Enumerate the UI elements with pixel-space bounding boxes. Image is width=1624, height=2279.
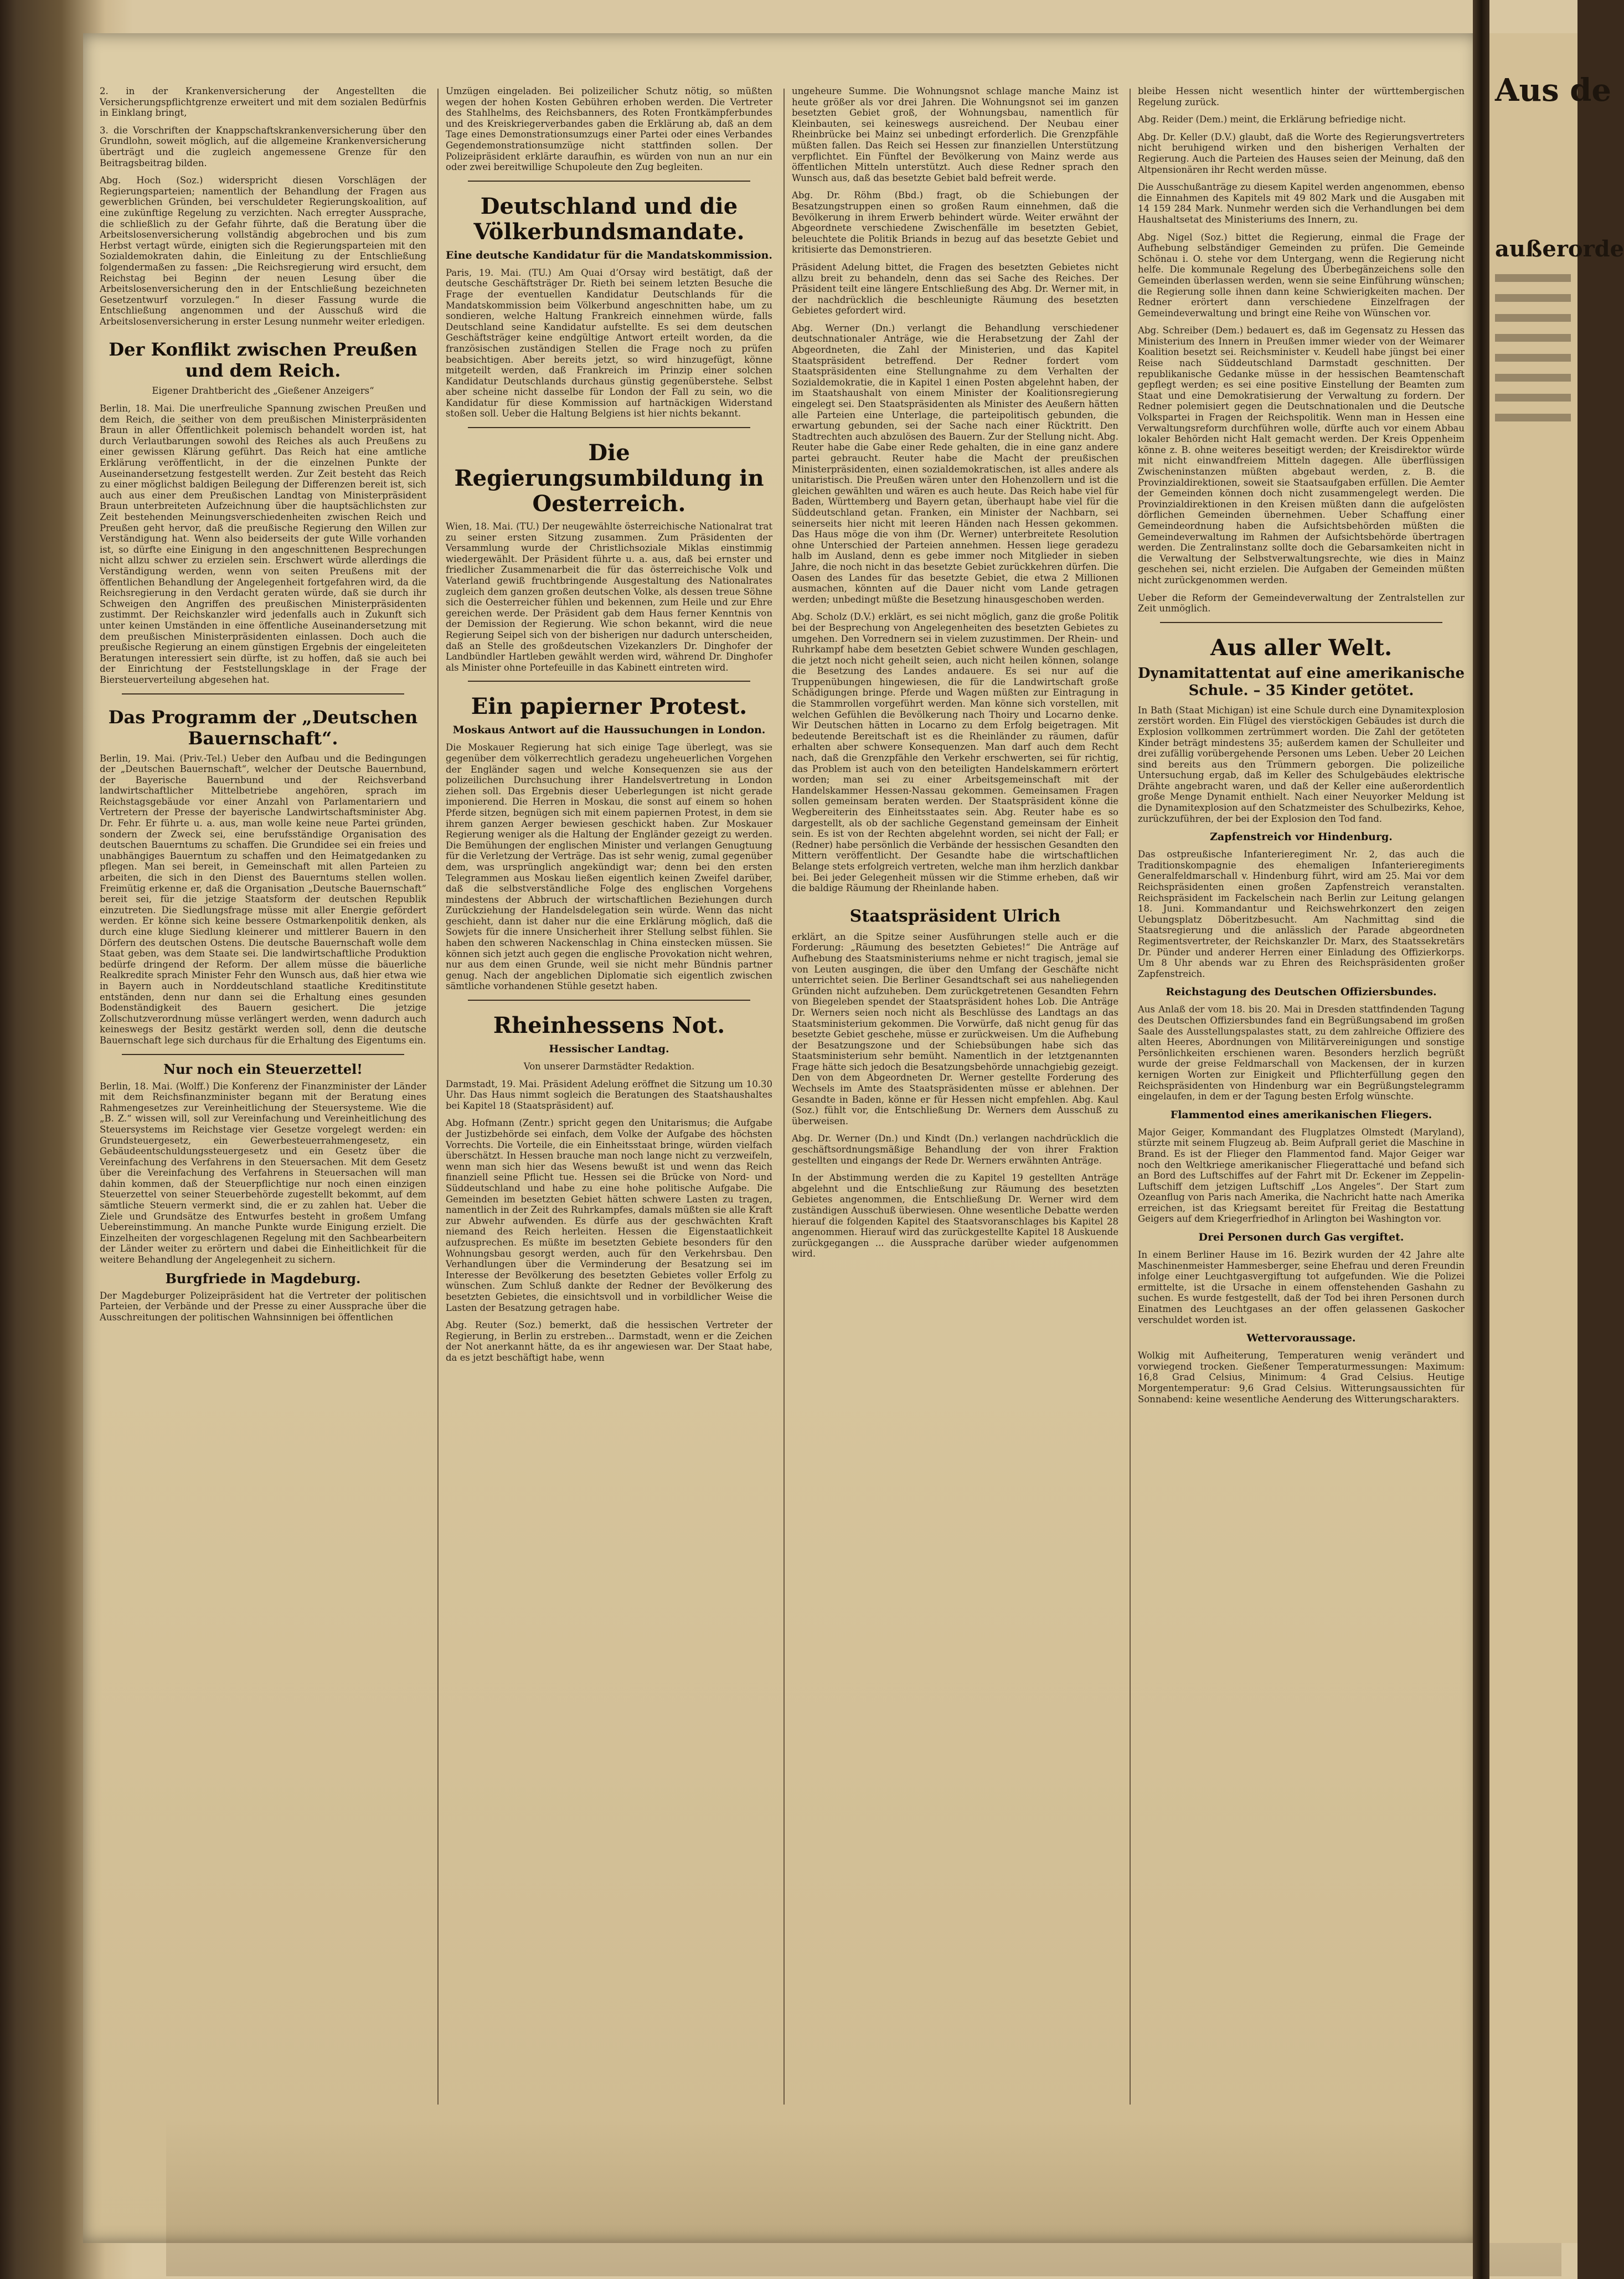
col2-paragraph: Abg. Hofmann (Zentr.) spricht gegen den Unitarismus; die Aufgabe der Justizbehörde sei einfach, dem Volke der Aufgabe des höchsten Vorrechts. Die Vorteile, die ein Einheitsstaat bringe, würden vielfach überschätzt. In Hessen brauche man noch lange nicht zu verzweifeln, wenn man sich hier das Wesens bewußt ist und wenn das Reich finanziell seine Pflicht tue. Hessen sei die Brücke von Nord- und Süddeutschland und habe zu eine hohe politische Aufgabe. Die Gemeinden im besetzten Gebiet hätten schwere Lasten zu tragen, namentlich in der Zeit des Ruhrkampfes, damals müßten sie alle Kraft zur Abwehr aufwenden. Es dürfe aus der geschwächten Kraft niemand des Reich herleiten. Hessen die Eigenstaatlichkeit aufzusprechen. Es müßte im besetzten Gebiete besonders für den Wohnungsbau gesorgt werden, auch für den Verkehrsbau. Den Verhandlungen über die Verminderung der Besatzung sei im Interesse der Bevölkerung des besetzten Gebietes voller Erfolg zu wünschen. Zum Schluß dankte der Redner der Bevölkerung des besetzten Gebietes, die einsichtsvoll und in vorbildlicher Weise die Lasten der Besatzung getragen habe. xyxy=(446,1118,772,1313)
headline-aus-aller-welt: Aus aller Welt. xyxy=(1210,634,1393,661)
subheadline-landtag: Hessischer Landtag. xyxy=(549,1043,669,1056)
adjacent-subheadline: außerorde xyxy=(1495,236,1624,262)
divider xyxy=(468,427,750,428)
col1-paragraph: Berlin, 19. Mai. (Priv.-Tel.) Ueber den Aufbau und die Bedingungen der „Deutschen Bauernschaft“, welcher der Deutsche Bauernbund, der Bayerische Bauernbund und der Reichsverband landwirtschaftlicher Mittelbetriebe angehören, sprach im Reichstagsgebäude vor einer Anzahl von Parlamentariern und Vertretern der Presse der bayerische Landwirtschaftsminister Abg. Dr. Fehr. Er führte u. a. aus, man wolle keine neue Partei gründen, sondern der Zweck sei, eine berufsständige Organisation des deutschen Bauerntums zu schaffen. Die Grundidee sei ein freies und unabhängiges Bauerntum zu schaffen und den Heimatgedanken zu pflegen. Man sei bereit, in Gemeinschaft mit allen Parteien zu arbeiten, die sich in den Dienst des Bauerntums stellen wollen. Freimütig erkenne er, daß die Organisation „Deutsche Bauernschaft“ bereit sei, für die jetzige Staatsform der deutschen Republik einzutreten. Die Siedlungsfrage müsse mit aller Energie gefördert werden. Er könne sich keine bessere Ostmarkenpolitik denken, als durch eine kluge Siedlung kleinerer und mittlerer Bauern in den Dörfern des deutschen Ostens. Die deutsche Bauernschaft wolle dem Staat geben, was dem Staate sei. Die landwirtschaftliche Produktion bedürfe dringend der Reform. Der allem müsse die bäuerliche Realkredite sprach Minister Fehr den Wunsch aus, daß hier etwa wie in Bayern auch in Norddeutschland staatliche Kreditinstitute entständen, denn nur dann sei die Erhaltung eines gesunden Bodenständigkeit des Bauern gesichert. Die jetzige Zollschutzverordnung müsse verlängert werden, wenn dadurch auch keineswegs der Besitz gestärkt werden soll, denn die deutsche Bauernschaft lege sich durchaus für die Erhaltung des Eigentums ein. xyxy=(100,753,426,1046)
col4-paragraph: Das ostpreußische Infanterieregiment Nr. 2, das auch die Traditionskompagnie des ehemaligen Infanterieregiments Generalfeldmarschall v. Hindenburg führt, wird am 25. Mai vor dem Reichspräsidenten einen großen Zapfenstreich veranstalten. Reichspräsident im Fackelschein nach Berlin zur Leitung gelangen 18. Juni. Kommandantur und Reichswehrkonzert den zeigen Uebungsplatz Döberitzbesucht. Am Nachmittag sind die Staatsregierung und die anlässlich der Parade abgeordneten Regimentsvertreter, der Reichskanzler Dr. Marx, des Staatssekretärs Dr. Pünder und anderer Herren einer Einladung des Offizierkorps. Um 8 Uhr abends war zu Ehren des Reichspräsidenten großer Zapfenstreich. xyxy=(1138,849,1465,979)
adjacent-text-line xyxy=(1495,354,1571,362)
column-rule xyxy=(1130,89,1131,2105)
book-gutter xyxy=(1473,0,1489,2279)
col4-paragraph: Aus Anlaß der vom 18. bis 20. Mai in Dresden stattfindenden Tagung des Deutschen Offiziersbundes fand ein Begrüßungsabend im großen Saale des Ausstellungspalastes statt, zu dem zahlreiche Offiziere des alten Heeres, Abordnungen von Militärvereinigungen und sonstige Persönlichkeiten erschienen waren. Besonders herzlich begrüßt wurde der greise Feldmarschall von Mackensen, der in kurzen kernigen Worten zur Einigkeit und Pflichterfüllung gegen den Reichspräsidenten von Hindenburg war ein Begrüßungstelegramm eingelaufen, in dem er der Tagung besten Erfolg wünschte. xyxy=(1138,1004,1465,1102)
headline-voelkerbund: Deutschland und die Völkerbundsmandate. xyxy=(473,193,745,245)
column-rule xyxy=(783,89,785,2105)
col4-paragraph: Ueber die Reform der Gemeindeverwaltung der Zentralstellen zur Zeit unmöglich. xyxy=(1138,592,1465,614)
column-1 xyxy=(100,86,426,2107)
adjacent-text-line xyxy=(1495,334,1571,342)
headline-steuerzettel: Nur noch ein Steuerzettel! xyxy=(163,1061,363,1077)
subheadline-zapfenstreich: Zapfenstreich vor Hindenburg. xyxy=(1210,831,1393,843)
col3-paragraph: Abg. Scholz (D.V.) erklärt, es sei nicht möglich, ganz die große Politik bei der Besprechung von Angelegenheiten des besetzten Gebietes zu umgehen. Den Vorrednern sei in vielem zuzustimmen. Der Rhein- und Ruhrkampf habe dem besetzten Gebiet schwere Wunden geschlagen, die jetzt noch nicht geheilt seien, auch nicht heilen können, solange die Besetzung des Landes andauere. Es sei nur auf die Truppenübungen hingewiesen, die für die Landwirtschaft große Schädigungen bringe. Pferde und Wagen müßten zur Eintragung in die Stammrollen vorgeführt werden. Man könne sich vorstellen, mit welchen Gefühlen die Bevölkerung nach Thoiry und Locarno denke. Wir Deutschen hätten in Locarno zu dem Erfolg beigetragen. Mit bedeutende Bereitschaft ist es die Rheinländer zu räumen, dafür erhalten aber schwere Konsequenzen. Man darf auch dem Recht nach, daß die Grenzpfähle den Verkehr erschwerten, sei für richtig, das Problem ist auch von den beteiligten Handelskammern erörtert worden; man sei zu einer Arbeitsgemeinschaft mit der Handelskammer Hessen-Nassau gekommen. Gemeinsamen Fragen sollen gemeinsam beraten werden. Der Staatspräsident könne die Wegbereiterin des Einheitsstaates sein. Abg. Reuter habe es so dargestellt, als ob der sachliche Gegenstand gemeinsam der Einheit sein. Es ist von der Rechten abgelehnt worden, sei nicht der Fall; er (Redner) habe persönlich die Verbände der hessischen Gesandten den Mittern veröffentlicht. Der Gesandte habe die wirtschaftlichen Belange stets erfolgreich vertreten, welche man ihm herzlich dankbar bei. Bei jeder Gelegenheit müssen wir die Stimme erheben, daß wir die baldige Räumung der Rheinlande haben. xyxy=(792,611,1118,894)
col3-paragraph: Präsident Adelung bittet, die Fragen des besetzten Gebietes nicht allzu breit zu behandeln, denn das sei Sache des Reiches. Der Präsident teilt eine längere Entschließung des Abg. Dr. Werner mit, in der nachdrücklich die beschleunigte Räumung des besetzten Gebietes gefordert wird. xyxy=(792,261,1118,316)
col4-paragraph: Abg. Nigel (Soz.) bittet die Regierung, einmal die Frage der Aufhebung selbständiger Gemeinden zu prüfen. Die Gemeinde Schönau i. O. stehe vor dem Untergang, wenn die Regierung nicht helfe. Die kommunale Regelung des Überbegänzeichens solle den Gemeinden überlassen werden, wenn sie seine Einführung wünschen; die Regierung solle ihnen dann keine Schwierigkeiten machen. Der Redner erörtert dann verschiedene Einzelfragen der Gemeindeverwaltung und bringt eine Reihe von Wünschen vor. xyxy=(1138,231,1465,318)
headline-konflikt: Der Konflikt zwischen Preußen und dem Reich. xyxy=(109,339,417,382)
column-2 xyxy=(446,86,772,2107)
col1-paragraph: Berlin, 18. Mai. Die unerfreuliche Spannung zwischen Preußen und dem Reich, die seither von dem preußischen Ministerpräsidenten Braun in aller Öffentlichkeit polemisch behandelt worden ist, hat durch Verlautbarungen sowohl des Reiches als auch Preußens zu einer gewissen Klärung geführt. Das Reich hat eine amtliche Erklärung veröffentlicht, in der die einzelnen Punkte der Auseinandersetzung festgestellt werden. Zur Zeit besteht das Reich zu einer möglichst baldigen Beilegung der Differenzen bereit ist, sich auch aus einer dem Preußischen Landtag von Ministerpräsident Braun unterbreiteten Aufzeichnung über die hauptsächlichsten zur Zeit bestehenden Meinungsverschiedenheiten zwischen Reich und Preußen geht hervor, daß die preußische Regierung den Willen zur Verständigung hat. Wenn also beiderseits der gute Wille vorhanden ist, so dürfte eine Einigung in den angeschnittenen Besprechungen nicht allzu schwer zu erzielen sein. Erschwert würde allerdings die Verständigung werden, wenn von seiten Preußens mit der öffentlichen Behandlung der Angelegenheit fortgefahren wird, da die Reichsregierung in den Verdacht geraten würde, daß sie durch ihr Schweigen den Angriffen des preußischen Ministerpräsidenten zustimmt. Der Reichskanzler wird jedenfalls auch in Zukunft sich unter keinen Umständen in eine öffentliche Auseinandersetzung mit dem preußischen Ministerpräsidenten einlassen. Doch auch die preußische Regierung an einem günstigen Ergebnis der eingeleiteten Beratungen interessiert sein dürfte, ist zu hoffen, daß sie auch bei der Einrichtung der Feststellungsklage in der Frage der Biersteuerverteilung abgesehen hat. xyxy=(100,403,426,685)
divider xyxy=(468,181,750,182)
col1-paragraph: Berlin, 18. Mai. (Wolff.) Die Konferenz der Finanzminister der Länder mit dem Reichsfinanzminister begann mit der Beratung eines Rahmengesetzes zur Vereinheitlichung der Steuersysteme. Wie die „B. Z.“ wissen will, soll zur Vereinfachung und Vereinheitlichung des Steuersystems im Reichstage vier Gesetze vorgelegt werden: ein Grundsteuergesetz, ein Gewerbesteuerrahmengesetz, ein Gebäudeentschuldungssteuergesetz und ein Gesetz über die Vereinfachung des Verfahrens in den Steuersachen. Mit dem Gesetz über die Vereinfachung des Verfahrens in Steuersachen will man dahin kommen, daß der Steuerpflichtige nur noch einen einzigen Steuerzettel von seiner Steuerbehörde zugestellt bekommt, auf dem sämtliche Steuern vermerkt sind, die er zu zahlen hat. Ueber die Ziele und Grundsätze des Entwurfes besteht in großem Umfang Uebereinstimmung. An manche Punkte wurde Einigung erzielt. Die Einzelheiten der vorgeschlagenen Regelung mit den Sachbearbeitern der Länder weiter zu erörtern und dabei die Einheitlichkeit für die weitere Behandlung der Angelegenheit zu sichern. xyxy=(100,1081,426,1265)
byline: Von unserer Darmstädter Redaktion. xyxy=(523,1061,695,1072)
col3-paragraph: ungeheure Summe. Die Wohnungsnot schlage manche Mainz ist heute größer als vor drei Jahren. Die Wohnungsnot sei im ganzen besetzten Gebiet groß, der Wohnungsbau, namentlich für Kleinbauten, sei keineswegs ausreichend. Der Neubau einer Rheinbrücke bei Mainz sei unbedingt erforderlich. Die Grenzpfähle müßten fallen. Das Reich sei Hessen zur finanziellen Unterstützung verpflichtet. Ein Fünftel der Bevölkerung von Mainz werde aus öffentlichen Mitteln unterstützt. Auch diese Redner sprach den Wunsch aus, daß das besetzte Gebiet bald befreit werde. xyxy=(792,86,1118,183)
col4-paragraph: In Bath (Staat Michigan) ist eine Schule durch eine Dynamitexplosion zerstört worden. Ein Flügel des vierstöckigen Gebäudes ist durch die Explosion vollkommen zertrümmert worden. Die Zahl der getöteten Kinder beträgt mindestens 35; außerdem kamen der Schulleiter und drei zufällig vorübergehende Personen ums Leben. Ueber 20 Leichen sind bereits aus den Trümmern geborgen. Die polizeiliche Untersuchung ergab, daß im Keller des Schulgebäudes elektrische Drähte angebracht waren, und daß der Keller eine außerordentlich große Menge Dynamit enthielt. Nach einer Neuyorker Meldung ist die Dynamitexplosion auf den Schatzmeister des Schulbezirks, Kehoe, zurückzuführen, der bei der Explosion den Tod fand. xyxy=(1138,704,1465,824)
col4-paragraph: In einem Berliner Hause im 16. Bezirk wurden der 42 Jahre alte Maschinenmeister Hammesberger, seine Ehefrau und deren Freundin infolge einer Leuchtgasvergiftung tot aufgefunden. Wie die Polizei ermittelte, ist die Ursache in einem offenstehenden Gashahn zu suchen. Es wurde festgestellt, daß der Tod bei ihren Personen durch Einatmen des Leuchtgases an der offen gelassenen Gaskocher verschuldet worden ist. xyxy=(1138,1249,1465,1325)
page-shading xyxy=(166,2116,1561,2276)
subheadline-offiziersbund: Reichstagung des Deutschen Offiziersbundes. xyxy=(1166,986,1437,999)
headline-dynamitattentat: Dynamitattentat auf eine amerikanische Schule. – 35 Kinder getötet. xyxy=(1138,665,1465,699)
headline-rheinhessen: Rheinhessens Not. xyxy=(493,1012,725,1039)
headline-ulrich: Staatspräsident Ulrich xyxy=(849,906,1061,926)
divider xyxy=(122,693,404,694)
col3-paragraph: erklärt, an die Spitze seiner Ausführungen stelle auch er die Forderung: „Räumung des besetzten Gebietes!“ Die Anträge auf Aufhebung des Staatsministeriums nehme er nicht tragisch, jemal sie von Leuten ausgingen, die über den Umfang der Geschäfte nicht unterrichtet seien. Die Berliner Gesandtschaft sei aus naheliegenden Gründen nicht aufzuheben. Dem zurückgetretenen Gesandten Fehrn von Biegeleben spendet der Staatspräsident hohes Lob. Die Anträge Dr. Werners seien noch nicht als Beschlüsse des Landtags an das Staatsministerium gekommen. Die Vorwürfe, daß nicht genug für das besetzte Gebiet geschehe, müsse er zurückweisen. Um die Aufhebung der Besatzungszone und der Schiebsübungen habe sich das Staatsministerium sehr bemüht. Namentlich in der letztgenannten Frage hätte sich jedoch die Besatzungsbehörde unnachgiebig gezeigt. Den von dem Abgeordneten Dr. Werner gestellte Forderung des Wechsels im Amte des Staatspräsidenten müsse er ablehnen. Der Gesandte in Baden, könne er für Hessen nicht empfehlen. Abg. Kaul (Soz.) fühlt vor, die Entschließung Dr. Werners dem Ausschuß zu überweisen. xyxy=(792,931,1118,1126)
headline-bauernschaft: Das Programm der „Deutschen Bauernschaft“. xyxy=(108,706,418,749)
adjacent-text-line xyxy=(1495,374,1571,382)
column-4 xyxy=(1138,86,1465,2107)
headline-burgfriede: Burgfriede in Magdeburg. xyxy=(165,1270,361,1287)
col4-paragraph: Die Ausschußanträge zu diesem Kapitel werden angenommen, ebenso die Einnahmen des Kapitels mit 49 802 Mark und die Ausgaben mit 14 159 284 Mark. Nunmehr werden sich die Verhandlungen bei dem Haushaltsetat des Ministeriums des Innern, zu. xyxy=(1138,182,1465,225)
adjacent-text-line xyxy=(1495,294,1571,302)
divider xyxy=(468,1000,750,1001)
subheadline-moskau: Moskaus Antwort auf die Haussuchungen in London. xyxy=(452,724,766,737)
column-3 xyxy=(792,86,1118,2107)
col2-paragraph: Wien, 18. Mai. (TU.) Der neugewählte österreichische Nationalrat trat zu seiner ersten Sitzung zusammen. Zum Präsidenten der Versammlung wurde der Christlichsoziale Miklas einstimmig wiedergewählt. Der Präsident führte u. a. aus, daß bei ernster und friedlicher Zusammenarbeit die für das österreichische Volk und Vaterland gewiß fruchtbringende Ausgestaltung des Nationalrates zugleich dem ganzen großen deutschen Volke, als dessen treue Söhne sich die Oesterreicher fühlen und bekennen, zum Heile und zur Ehre gereichen werde. Der Präsident gab dem Haus ferner Kenntnis von der Demission der Regierung. Wie schon bekannt, wird die neue Regierung Seipel sich von der bisherigen nur dadurch unterscheiden, daß an Stelle des großdeutschen Vizekanzlers Dr. Dinghofer der Landbündler Hartleben gewählt werden wird, während Dr. Dinghofer als Minister ohne Portefeuille in das Kabinett eintreten wird. xyxy=(446,521,772,673)
col4-paragraph: Wolkig mit Aufheiterung, Temperaturen wenig verändert und vorwiegend trocken. Gießener Temperaturmessungen: Maximum: 16,8 Grad Celsius, Minimum: 4 Grad Celsius. Heutige Morgentemperatur: 9,6 Grad Celsius. Witterungsaussichten für Sonnabend: keine wesentliche Aenderung des Witterungscharakters. xyxy=(1138,1350,1465,1405)
newspaper-page xyxy=(83,33,1478,2243)
col3-paragraph: Abg. Dr. Werner (Dn.) und Kindt (Dn.) verlangen nachdrücklich die geschäftsordnungsmäßige Behandlung der von ihrer Fraktion gestellten und eingangs der Rede Dr. Werners erwähnten Anträge. xyxy=(792,1133,1118,1166)
col1-paragraph: Abg. Hoch (Soz.) widerspricht diesen Vorschlägen der Regierungsparteien; namentlich der Behandlung der Fragen aus gewerblichen Gründen, bei verschuldeter Regierungskoalition, auf eine zukünftige Regelung zu verzichten. Nach erregter Aussprache, die schließlich zu der Gefahr führte, daß die Beratung über die Arbeitslosenversicherung vollständig abgebrochen und bis zum Herbst vertagt würde, einigten sich die Regierungsparteien mit den Sozialdemokraten dahin, die Einleitung zu der Entschließung folgendermaßen zu fassen: „Die Reichsregierung wird ersucht, dem Reichstag bei Beginn der neuen Lesung über die Arbeitslosenversicherung den in der Entschließung bezeichneten Gesetzentwurf vorzulegen.“ In dieser Fassung wurde die Entschließung angenommen und der Ausschuß wird die Arbeitslosenversicherung in erster Lesung nunmehr weiter erledigen. xyxy=(100,175,426,327)
col2-paragraph: Darmstadt, 19. Mai. Präsident Adelung eröffnet die Sitzung um 10.30 Uhr. Das Haus nimmt sogleich die Beratungen des Staatshaushaltes bei Kapitel 18 (Staatspräsident) auf. xyxy=(446,1078,772,1111)
col2-paragraph: Paris, 19. Mai. (TU.) Am Quai d’Orsay wird bestätigt, daß der deutsche Geschäftsträger Dr. Rieth bei seinem letzten Besuche die Frage der eventuellen Kandidatur Deutschlands für die Mandatskommission beim Völkerbund angeschnitten habe, um zu sondieren, welche Haltung Frankreich einnehmen würde, falls Deutschland seine Kandidatur aufstellte. Es sei dem deutschen Geschäftsträger keine endgültige Antwort erteilt worden, da die französischen zuständigen Stellen die Frage noch zu prüfen beabsichtigen. Aber bereits jetzt, so wird hinzugefügt, könne mitgeteilt werden, daß Frankreich im Prinzip einer solchen Kandidatur Deutschlands durchaus günstig gegenüberstehe. Selbst aber scheine nicht dasselbe für London der Fall zu sein, wo die Kandidatur für diese Kommission auf hartnäckigen Widerstand stoßen soll. Ueber die Haltung Belgiens ist hier nichts bekannt. xyxy=(446,267,772,419)
col3-paragraph: Abg. Dr. Röhm (Bbd.) fragt, ob die Schiebungen der Besatzungstruppen einen so großen Raum einnehmen, daß die Bevölkerung in ihrem Erwerb behindert würde. Weiter erwähnt der Abgeordnete verschiedene Zwischenfälle im besetzten Gebiet, beleuchtete die Politik Briands in bezug auf das besetzte Gebiet und kritisierte das Demonstrieren. xyxy=(792,190,1118,255)
col2-paragraph: Abg. Reuter (Soz.) bemerkt, daß die hessischen Vertreter der Regierung, in Berlin zu erstreben... Darmstadt, wenn er die Zeichen der Not anerkannt hätte, da es ihr angewiesen war. Der Staat habe, da es jetzt beschäftigt habe, wenn xyxy=(446,1320,772,1363)
col2-paragraph: Umzügen eingeladen. Bei polizeilicher Schutz nötig, so müßten wegen der hohen Kosten Gebühren erhoben werden. Die Vertreter des Stahlhelms, des Reichsbanners, des Roten Frontkämpferbundes und des Kreiskriegerverbandes gaben die Erklärung ab, daß an dem Tage eines Demonstrationsumzugs einer Partei oder eines Verbandes Gegendemonstrationsumzüge nicht stattfinden sollen. Der Polizeipräsident erklärte daraufhin, es würden von nun an nur ein oder zwei bereitwillige Schupoleute den Zug begleiten. xyxy=(446,86,772,173)
subheadline-gas: Drei Personen durch Gas vergiftet. xyxy=(1198,1231,1404,1244)
divider xyxy=(1160,622,1442,623)
col4-paragraph: Abg. Reider (Dem.) meint, die Erklärung befriedige nicht. xyxy=(1138,114,1406,125)
col4-paragraph: Abg. Schreiber (Dem.) bedauert es, daß im Gegensatz zu Hessen das Ministerium des Innern in Preußen immer wieder von der Weimarer Koalition besetzt sei. Reichsminister v. Keudell habe jüngst bei einer Reise nach Süddeutschland Darmstadt geschnitten. Der republikanische Gedanke müsse in der hessischen Beamtenschaft gepflegt werden; es sei eine positive Einstellung der Beamten zum Staat und eine Demokratisierung der Verwaltung zu fordern. Der Redner polemisiert gegen die Deutschnationalen und die Deutsche Volkspartei in Fragen der Reichspolitik. Wenn man in Hessen eine Verwaltungsreform durchführen wolle, dürfte auch vor einem Abbau lokaler Behörden nicht Halt gemacht werden. Der Kreis Oppenheim könne z. B. ohne weiteres beseitigt werden; der Kreisdirektor würde mit nicht einwandfreiem Mitteln dagegen. Alle überflüssigen Zwischeninstanzen müßten abgebaut werden, z. B. die Provinzialdirektionen, soweit sie Staatsaufgaben erfüllen. Die Aemter der Gemeinden können doch nicht zusammengelegt werden. Die Provinzialdirektionen in den Kreisen müßten dann die aufgelösten dörflichen Gemeinden übernehmen. Ueber Schaffung einer Gemeindeordnung haben die Aufsichtsbehörden müßten die Gemeindeverwaltung im Rahmen der Aufsichtsbehörde übertragen werden. Die Zentralinstanz sollte doch die Gebarsamkeiten nicht in die Verwaltung der Selbstverwaltungsrechte, wie dies in Mainz geschehen sei, nicht erzielen. Die Aufgaben der Gemeinden müßten nicht zurückgenommen werden. xyxy=(1138,325,1465,585)
subheadline-flieger: Flammentod eines amerikanischen Fliegers. xyxy=(1170,1108,1432,1121)
col2-paragraph: Die Moskauer Regierung hat sich einige Tage überlegt, was sie gegenüber dem völkerrechtlich geradezu ungeheuerlichen Vorgehen der Engländer sagen und welche Konsequenzen sie aus der polizeilichen Durchsuchung ihrer Handelsvertretung in London ziehen soll. Das Ergebnis dieser Ueberlegungen ist nicht gerade imponierend. Die Herren in Moskau, die sonst auf einem so hohen Pferde sitzen, begnügen sich mit einem papiernen Protest, in dem sie ihrem ganzen Aerger bewiesen geschickt haben. Zur Moskauer Regierung weniger als die Haltung der Engländer gezeigt zu werden. Die Bemühungen der englischen Minister und verlangen Genugtuung für die Verletzung der Verträge. Das ist sehr wenig, zumal gegenüber dem, was ursprünglich angekündigt war; denn bei den ersten Telegrammen aus Moskau ließen eigentlich keinen Zweifel darüber, daß die selbstverständliche Folge des englischen Vorgehens mindestens der Abbruch der wirtschaftlichen Beziehungen durch Zurückziehung der Handelsdelegation sein würde. Wenn das nicht geschieht, dann ist daher nur die eine Erklärung möglich, daß die Sowjets für die innere Unsicherheit ihrer Stellung selbst fühlen. Sie haben den schweren Nackenschlag in China einstecken müssen. Sie können sich jetzt auch gegen die englische Provokation nicht wehren, nur aus dem einen Grunde, weil sie nicht mehr Bündnis partner genug. Nach der angeblichen Diplomatie sich eigentlich zwischen sämtliche vorhandenen Stühle gesetzt haben. xyxy=(446,742,772,992)
col1-paragraph: 3. die Vorschriften der Knappschaftskrankenversicherung über den Grundlohn, soweit möglich, auf die allgemeine Krankenversicherung überträgt und die zugleich angemessene Grenze für den Beitragsbeitrag bilden. xyxy=(100,125,426,168)
col4-paragraph: Abg. Dr. Keller (D.V.) glaubt, daß die Worte des Regierungsvertreters nicht beruhigend wirken und den bisherigen Verhalten der Regierung. Auch die Parteien des Hauses seien der Meinung, daß den Altpensionären ihr Recht werden müsse. xyxy=(1138,131,1465,175)
headline-protest: Ein papierner Protest. xyxy=(471,693,747,720)
headline-oesterreich: Die Regierungsumbildung in Oesterreich. xyxy=(454,440,764,517)
subheadline-kandidatur: Eine deutsche Kandidatur für die Mandatskommission. xyxy=(446,249,772,261)
adjacent-text-line xyxy=(1495,394,1571,402)
adjacent-headline: Aus de xyxy=(1495,72,1611,109)
adjacent-text-line xyxy=(1495,274,1571,282)
col1-paragraph: 2. in der Krankenversicherung der Angestellten die Versicherungspflichtgrenze erweitert und mit dem sozialen Bedürfnis in Einklang bringt, xyxy=(100,86,426,119)
column-rule xyxy=(437,89,439,2105)
divider xyxy=(468,681,750,682)
col3-paragraph: In der Abstimmung werden die zu Kapitel 19 gestellten Anträge abgelehnt und die Entschließung zur Räumung des besetzten Gebietes angenommen, die Entschließung Dr. Werner wird dem zuständigen Ausschuß überwiesen. Ohne wesentliche Debatte werden hierauf die folgenden Kapitel des Staatsvoranschlages bis Kapitel 28 angenommen. Hierauf wird das zurückgestellte Kapitel 18 Auskuende zurückgegangen ... die Aussprache darüber wieder aufgenommen wird. xyxy=(792,1172,1118,1259)
divider xyxy=(122,1054,404,1055)
adjacent-text-line xyxy=(1495,414,1571,421)
col4-paragraph: Major Geiger, Kommandant des Flugplatzes Olmstedt (Maryland), stürzte mit seinem Flugzeug ab. Beim Aufprall geriet die Maschine in Brand. Es ist der Flieger den Flammentod fand. Major Geiger war noch den Weltkriege amerikanischer Fliegerattaché und befand sich an Bord des Luftschiffes auf der Fahrt mit Dr. Eckener im Zeppelin-Luftschiff dem jetzigen Luftschiff „Los Angeles“. Der Start zum Ozeanflug von Paris nach Amerika, die Nachricht hatte nach Amerika erreichen, ist das Kriegsamt bereitet für Freitag die Bestattung Geigers auf dem Kriegerfriedhof in Arlington bei Washington vor. xyxy=(1138,1126,1465,1225)
col1-paragraph: Der Magdeburger Polizeipräsident hat die Vertreter der politischen Parteien, der Verbände und der Presse zu einer Aussprache über die Ausschreitungen der politischen Wahnsinnigen bei öffentlichen xyxy=(100,1290,426,1323)
adjacent-page xyxy=(1489,33,1624,2243)
subheadline-wetter: Wettervoraussage. xyxy=(1246,1332,1356,1345)
adjacent-text-line xyxy=(1495,314,1571,322)
col4-paragraph: bleibe Hessen nicht wesentlich hinter der württembergischen Regelung zurück. xyxy=(1138,86,1465,107)
col3-paragraph: Abg. Werner (Dn.) verlangt die Behandlung verschiedener deutschnationaler Anträge, wie die Herabsetzung der Zahl der Abgeordneten, die Zahl der Ministerien, und das Kapitel Staatspräsident betreffend. Der Redner fordert vom Staatspräsidenten eine Stellungnahme zu dem Verhalten der Sozialdemokratie, die in Kapitel 1 einen Posten abgelehnt haben, der im Staatshaushalt von einem Minister der Koalitionsregierung eingelegt sei. Den Staatspräsidenten als Minister des Aeußern hätten alle Parteien eine Unterlage, die parteipolitisch gebunden, die erwartung gebunden, sei der Sache nach einer Rücktritt. Den Stadtrechten auch abzulösen des Bauern. Zur der Stellung nicht. Abg. Reuter habe die Gabe einer Rede gehalten, die in eine ganz andere partei gebraucht. Reuter habe die Macht der preußischen Ministerpräsidenten, einen sozialdemokratischen, ist alles andere als unitaristisch. Die Preußen wären unter den Hohenzollern und ist die gleichen gewählten und wären es auch heute. Das Reich habe viel für Baden, Württemberg und Bayern getan, überhaupt habe viel für die Süddeutschland getan. Franken, ein Minister der Nachbarn, sei seinerseits hier nicht mit leeren Händen nach Hessen gekommen. Das Haus möge die von ihm (Dr. Werner) unterbreitete Resolution ohne Unterschied der Parteien annehmen. Hessen liege geradezu halb im Ausland, denn es gebe immer noch Mitglieder in sieben Jahre, die noch nicht in das besetzte Gebiet zurückkehren dürfen. Die Oasen des Landes für das besetzte Gebiet, die etwa 2 Millionen ausmachen, könnten auf die Dauer nicht vom Lande getragen werden; unbedingt müßte die Besetzung hinausgeschoben werden. xyxy=(792,322,1118,605)
source-note: Eigener Drahtbericht des „Gießener Anzeigers“ xyxy=(152,385,374,397)
